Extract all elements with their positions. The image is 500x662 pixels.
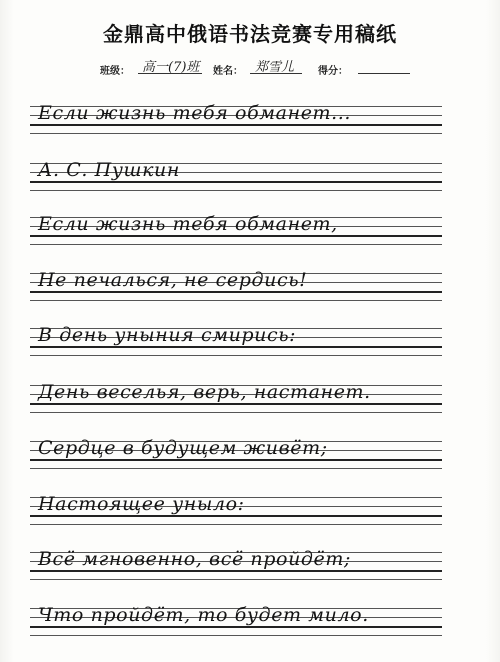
sheet-title: 金鼎高中俄语书法竞赛专用稿纸 — [103, 22, 397, 46]
ruled-line — [30, 412, 442, 413]
ruled-line — [30, 626, 442, 628]
ruled-line — [30, 190, 442, 191]
ruled-line — [30, 635, 442, 636]
ruled-line — [30, 515, 442, 517]
ruled-line — [30, 124, 442, 126]
handwritten-line: Не печалься, не сердись! — [38, 269, 308, 291]
handwritten-line: А. С. Пушкин — [38, 159, 180, 181]
ruled-line — [30, 133, 442, 134]
ruled-line — [30, 244, 442, 245]
ruled-line — [30, 346, 442, 348]
handwritten-line: Что пройдёт, то будет мило. — [38, 604, 369, 626]
ruled-line — [30, 181, 442, 183]
ruled-line — [30, 524, 442, 525]
handwritten-line: Если жизнь тебя обманет... — [38, 102, 352, 124]
ruled-line — [30, 235, 442, 237]
class-value: 高一(7)班 — [142, 60, 200, 75]
ruled-line — [30, 468, 442, 469]
score-label: 得分： — [318, 66, 348, 77]
ruled-line — [30, 570, 442, 572]
ruled-line — [30, 459, 442, 461]
handwritten-line: Настоящее уныло: — [38, 493, 245, 515]
ruled-line — [30, 300, 442, 301]
class-label: 班级： — [100, 66, 130, 77]
name-value: 郑雪儿 — [255, 60, 295, 75]
ruled-line — [30, 291, 442, 293]
name-label: 姓名： — [213, 66, 243, 77]
ruled-line — [30, 355, 442, 356]
ruled-line — [30, 579, 442, 580]
handwritten-line: Всё мгновенно, всё пройдёт; — [38, 548, 352, 570]
handwritten-line: День веселья, верь, настанет. — [38, 381, 371, 403]
handwritten-line: В день уныния смирись: — [38, 324, 297, 346]
handwritten-line: Если жизнь тебя обманет, — [38, 213, 338, 235]
handwritten-line: Сердце в будущем живёт; — [38, 437, 328, 459]
class-underline — [138, 73, 202, 74]
score-underline — [358, 73, 410, 74]
ruled-line — [30, 403, 442, 405]
name-underline — [250, 73, 302, 74]
